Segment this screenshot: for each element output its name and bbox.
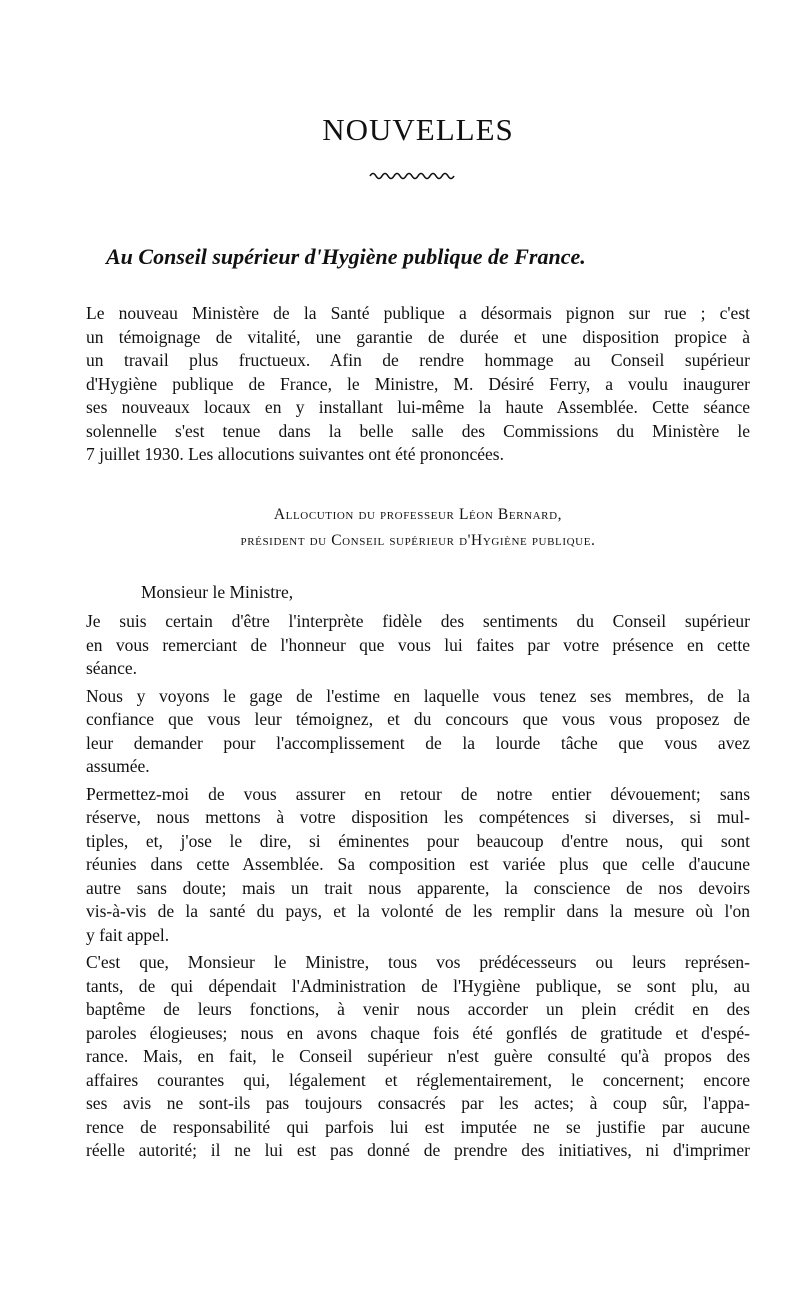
document-page <box>86 0 750 1304</box>
text-line: en vous remerciant de l'honneur que vous lui faites par votre présence en cette <box>86 634 750 655</box>
text-line: Nous y voyons le gage de l'estime en laquelle vous tenez ses membres, de la <box>86 685 750 706</box>
text-line: baptême de leurs fonctions, à venir nous accorder un plein crédit en des <box>86 999 750 1019</box>
text-line: ses avis ne sont-ils pas toujours consacrés par les actes; à coup sûr, l'appa- <box>86 1093 750 1113</box>
speech-heading-line: Allocution du professeur Léon Bernard, <box>273 506 563 523</box>
text-line: y fait appel. <box>86 924 170 945</box>
speech-heading <box>86 502 750 554</box>
text-line: C'est que, Monsieur le Ministre, tous vos prédécesseurs ou leurs représen- <box>86 952 750 972</box>
section-subtitle: Au Conseil supérieur d'Hygiène publique de France. <box>106 244 586 269</box>
intro-line: ses nouveaux locaux en y installant lui-même la haute Assemblée. Cette séance <box>86 397 750 417</box>
text-line: rence de responsabilité qui parfois lui est imputée ne se justifie par aucune <box>86 1116 750 1137</box>
text-line: paroles élogieuses; nous en avons chaque fois été gonflés de gratitude et d'espé- <box>86 1022 750 1043</box>
wavy-line-ornament-icon <box>368 168 458 182</box>
text-line: vis-à-vis de la santé du pays, et la volonté de les remplir dans la mesure où l'on <box>86 901 750 921</box>
text-line: Permettez-moi de vous assurer en retour de notre entier dévouement; sans <box>86 783 750 804</box>
text-line: séance. <box>86 658 138 678</box>
intro-line: d'Hygiène publique de France, le Ministre, M. Désiré Ferry, a voulu inaugurer <box>86 373 750 394</box>
intro-line: 7 juillet 1930. Les allocutions suivantes ont été prononcées. <box>86 444 504 464</box>
page-title: NOUVELLES <box>322 112 514 147</box>
text-line: autre sans doute; mais un trait nous apparente, la conscience de nos devoirs <box>86 877 750 898</box>
intro-line: Le nouveau Ministère de la Santé publique a désormais pignon sur rue ; c'est <box>86 303 750 323</box>
paragraph <box>86 610 750 681</box>
intro-line: un travail plus fructueux. Afin de rendre hommage au Conseil supérieur <box>86 350 750 370</box>
intro-line: solennelle s'est tenue dans la belle salle des Commissions du Ministère le <box>86 420 750 441</box>
text-line: tiples, et, j'ose le dire, si éminentes pour beaucoup d'entre nous, qui sont <box>86 830 750 851</box>
paragraph <box>86 783 750 948</box>
intro-paragraph <box>86 302 750 467</box>
text-line: tants, de qui dépendait l'Administration de l'Hygiène publique, se sont plu, au <box>86 975 750 996</box>
text-line: réserve, nous mettons à votre disposition les compétences si diverses, si mul- <box>86 807 750 827</box>
intro-line: un témoignage de vitalité, une garantie de durée et une disposition propice à <box>86 326 750 347</box>
text-line: confiance que vous leur témoignez, et du concours que vous vous proposez de <box>86 709 750 729</box>
text-line: réelle autorité; il ne lui est pas donné de prendre des initiatives, ni d'imprimer <box>86 1140 750 1160</box>
text-line: rance. Mais, en fait, le Conseil supérieur n'est guère consulté qu'à propos des <box>86 1046 750 1066</box>
text-line: Je suis certain d'être l'interprète fidèle des sentiments du Conseil supérieur <box>86 611 750 631</box>
salutation: Monsieur le Ministre, <box>141 582 294 602</box>
paragraph <box>86 685 750 779</box>
text-line: leur demander pour l'accomplissement de la lourde tâche que vous avez <box>86 732 750 753</box>
text-line: réunies dans cette Assemblée. Sa composition est variée plus que celle d'aucune <box>86 854 750 874</box>
speech-body <box>86 610 750 1167</box>
speech-heading-line: président du Conseil supérieur d'Hygiène publique. <box>240 532 596 549</box>
paragraph <box>86 951 750 1163</box>
text-line: assumée. <box>86 756 150 776</box>
text-line: affaires courantes qui, légalement et réglementairement, le concernent; encore <box>86 1069 750 1090</box>
